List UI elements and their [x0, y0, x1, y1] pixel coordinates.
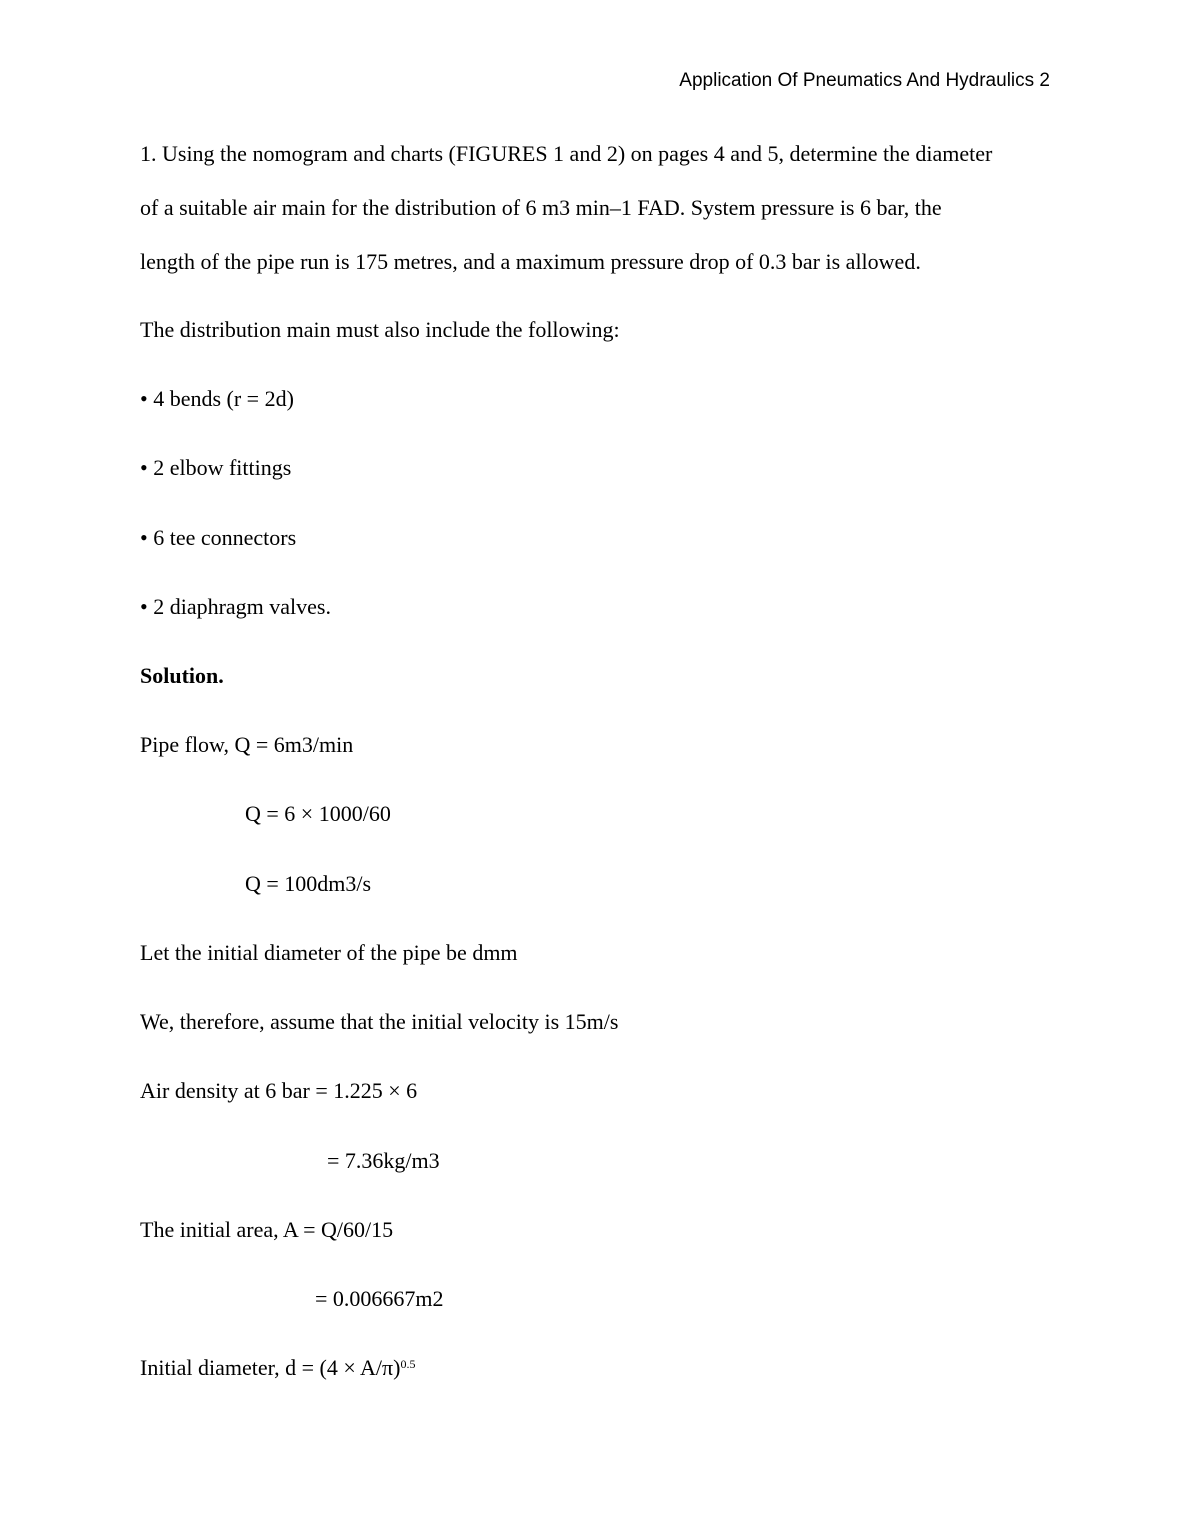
question-line-2: of a suitable air main for the distribution of 6 m3 min–1 FAD. System pressure is 6 bar, the: [140, 195, 942, 220]
question-line-1: 1. Using the nomogram and charts (FIGURES 1 and 2) on pages 4 and 5, determine the diameter: [140, 141, 993, 166]
initial-diameter-definition: Let the initial diameter of the pipe be dmm: [140, 940, 518, 965]
diameter-exponent: 0.5: [400, 1357, 416, 1371]
air-density-result: = 7.36kg/m3: [327, 1148, 440, 1173]
page-number: 2: [1039, 70, 1050, 91]
bullet-bends: • 4 bends (r = 2d): [140, 386, 294, 411]
q-result-line: Q = 100dm3/s: [245, 871, 372, 896]
air-density-line: Air density at 6 bar = 1.225 × 6: [140, 1078, 418, 1103]
question-line-3: length of the pipe run is 175 metres, and a maximum pressure drop of 0.3 bar is allowed.: [140, 249, 921, 274]
diameter-formula: Initial diameter, d = (4 × A/π): [140, 1355, 401, 1380]
pipe-flow-line: Pipe flow, Q = 6m3/min: [140, 732, 354, 757]
solution-heading: Solution.: [140, 663, 224, 688]
q-conversion-line: Q = 6 × 1000/60: [245, 801, 391, 826]
diameter-formula-line: [140, 1354, 415, 1382]
page-header: [679, 70, 1050, 92]
bullet-tees: • 6 tee connectors: [140, 525, 297, 550]
initial-area-result: = 0.006667m2: [315, 1286, 444, 1311]
bullet-valves: • 2 diaphragm valves.: [140, 594, 331, 619]
initial-area-line: The initial area, A = Q/60/15: [140, 1217, 394, 1242]
running-title: Application Of Pneumatics And Hydraulics: [679, 70, 1035, 91]
velocity-assumption: We, therefore, assume that the initial velocity is 15m/s: [140, 1009, 619, 1034]
bullet-elbows: • 2 elbow fittings: [140, 455, 292, 480]
components-intro: The distribution main must also include the following:: [140, 317, 620, 342]
